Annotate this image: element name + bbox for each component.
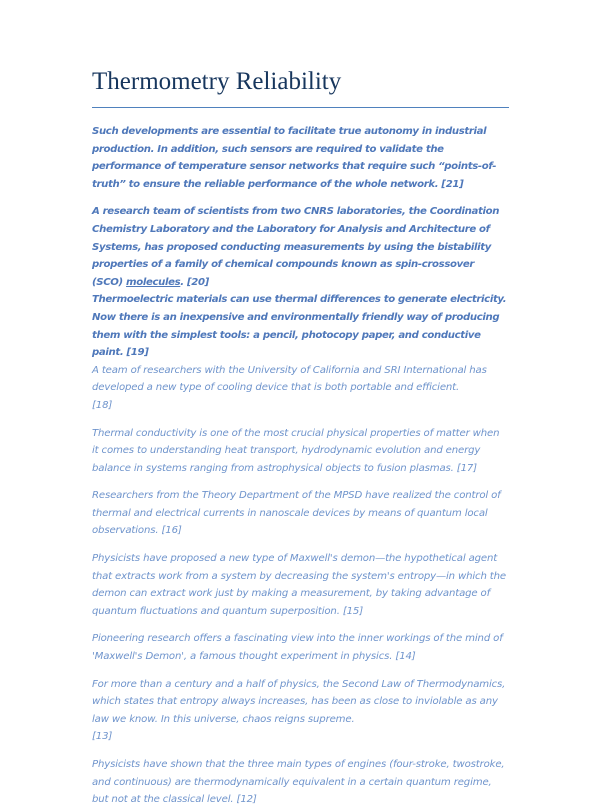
- paragraph-cnrs-ref: . [20]: [180, 276, 209, 288]
- paragraph-cnrs: [92, 203, 508, 291]
- paragraph-second-law: For more than a century and a half of physics, the Second Law of Thermodynamics, which states that entropy always increases, has been as close to inviolable as any law we know. In this universe, chaos reigns supreme. [13]: [92, 678, 506, 743]
- paragraph-pioneering-research: Pioneering research offers a fascinating view into the inner workings of the mind of 'Maxwell's Demon', a famous thought experiment in physics. [14]: [92, 633, 503, 663]
- paragraph-maxwell-demon: Physicists have proposed a new type of Maxwell's demon—the hypothetical agent that extracts work from a system by decreasing the system's entropy—in which the demon can extract work just by making a measurement, by taking advantage of quantum fluctuations and quantum superposition. [15]: [92, 553, 506, 617]
- paragraph-autonomy: Such developments are essential to facilitate true autonomy in industrial production. In addition, such sensors are required to validate the performance of temperature sensor networks that require such “points-of-truth” to ensure the reliable performance of the whole network. [21]: [92, 126, 497, 190]
- paragraph-thermal-conductivity: Thermal conductivity is one of the most crucial physical properties of matter when it comes to understanding heat transport, hydrodynamic evolution and energy balance in systems ranging from astrophysical objects to fusion plasmas. [17]: [92, 427, 500, 474]
- paragraph-engines: Physicists have shown that the three main types of engines (four-stroke, twostroke, and continuous) are thermodynamically equivalent in a certain quantum regime, but not at the classical level. [12]: [92, 759, 505, 806]
- document-title: Thermometry Reliability: [92, 68, 342, 95]
- paragraph-mpsd: Researchers from the Theory Department of the MPSD have realized the control of thermal and electrical currents in nanoscale devices by means of quantum local observations. [16]: [92, 490, 501, 537]
- paragraph-cnrs-text: A research team of scientists from two CNRS laboratories, the Coordination Chemistry Laboratory and the Laboratory for Analysis and Architecture of Systems, has proposed conducting measurements by using the bistability properties of a family of chemical compounds known as spin-crossover (SCO): [92, 206, 500, 288]
- paragraph-thermoelectric: Thermoelectric materials can use thermal differences to generate electricity. Now there is an inexpensive and environmentally friendly way of producing them with the simplest tools: a pencil, photocopy paper, and conductive paint. [19]: [92, 294, 507, 359]
- paragraph-cooling-device: A team of researchers with the University of California and SRI International has developed a new type of cooling device that is both portable and efficient. [18]: [92, 364, 487, 411]
- title-divider: [92, 107, 509, 108]
- molecules-link[interactable]: molecules: [126, 276, 181, 288]
- document-body: [92, 123, 508, 809]
